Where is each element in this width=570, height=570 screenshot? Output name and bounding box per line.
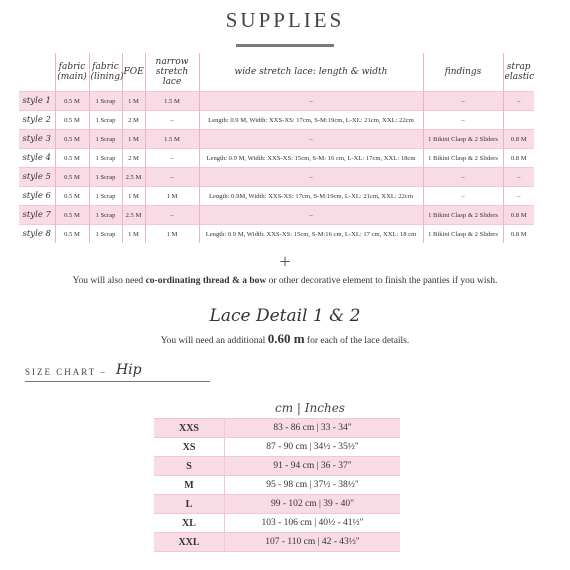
foe-cell: 2 M — [122, 149, 145, 168]
supplies-header-row — [19, 53, 534, 92]
plus-sign: + — [279, 251, 291, 273]
strap-elastic-cell: 0.8 M — [503, 225, 534, 244]
style-name: style 3 — [19, 130, 55, 149]
strap-elastic-cell: 0.8 M — [503, 149, 534, 168]
table-row — [19, 187, 534, 206]
supplies-table — [19, 53, 534, 243]
hip-measurement: 91 - 94 cm | 36 - 37" — [225, 457, 401, 476]
strap-elastic-cell: 0.8 M — [503, 130, 534, 149]
narrow-lace-cell: 1.5 M — [145, 130, 199, 149]
narrow-lace-cell: 1.5 M — [145, 92, 199, 111]
table-row — [154, 533, 400, 552]
narrow-lace-cell: – — [145, 168, 199, 187]
fabric-lining-cell: 1 Scrap — [89, 168, 122, 187]
size-chart-label: SIZE CHART – — [25, 367, 107, 377]
style-name: style 6 — [22, 191, 51, 201]
lace-note-before: You will need an additional — [160, 336, 268, 346]
foe-cell: 2.5 M — [122, 206, 145, 225]
findings-cell: – — [423, 187, 503, 206]
title-underline — [236, 44, 334, 47]
size-label: XL — [154, 514, 225, 533]
fabric-lining-cell: 1 Scrap — [89, 92, 122, 111]
wide-lace-cell: – — [199, 168, 423, 187]
wide-lace-cell: – — [199, 92, 423, 111]
header-style — [19, 53, 55, 92]
fabric-main-cell: 0.5 M — [55, 92, 89, 111]
wide-lace-cell: Length: 0.9 M, Width: XXS-XS: 17cm, S-M:19cm, L-XL: 21cm, XXL: 22cm — [199, 111, 423, 130]
size-chart-hip-label: Hip — [116, 362, 142, 378]
hip-measurement: 95 - 98 cm | 37½ - 38½" — [225, 476, 401, 495]
wide-lace-cell: Length: 0.9 M, Width: XXS-XS: 15cm, S-M: 16 cm, L-XL: 17cm, XXL: 18cm — [199, 149, 423, 168]
findings-cell: 1 Bikini Clasp & 2 Sliders — [423, 225, 503, 244]
size-label: XXL — [154, 533, 225, 552]
strap-elastic-cell — [503, 111, 534, 130]
table-row — [154, 438, 400, 457]
findings-cell: 1 Bikini Clasp & 2 Sliders — [423, 149, 503, 168]
style-name: style 1 — [19, 92, 55, 111]
header-wide-lace: wide stretch lace: length & width — [199, 53, 423, 92]
table-row — [19, 92, 534, 111]
hip-measurement: 83 - 86 cm | 33 - 34" — [225, 419, 401, 438]
size-label: M — [154, 476, 225, 495]
hip-measurement: 87 - 90 cm | 34½ - 35½" — [225, 438, 401, 457]
wide-lace-cell: Length: 0.9 M, Width: XXS-XS: 15cm, S-M:16 cm, L-XL: 17 cm, XXL: 18 cm — [199, 225, 423, 244]
fabric-lining-cell: 1 Scrap — [89, 206, 122, 225]
foe-cell: 1 M — [122, 92, 145, 111]
wide-lace-cell: – — [199, 130, 423, 149]
page-title: SUPPLIES — [225, 8, 345, 32]
findings-cell: – — [423, 168, 503, 187]
table-row — [19, 149, 534, 168]
header-narrow-lace: narrow stretch lace — [145, 53, 199, 92]
strap-elastic-cell: 0.8 M — [503, 206, 534, 225]
fabric-main-cell: 0.5 M — [55, 149, 89, 168]
lace-note-amount: 0.60 m — [267, 331, 305, 346]
strap-elastic-cell: – — [503, 92, 534, 111]
foe-cell: 2 M — [122, 111, 145, 130]
narrow-lace-cell: – — [145, 111, 199, 130]
header-findings: findings — [423, 53, 503, 92]
size-label: XXS — [154, 419, 225, 438]
note-text-after: or other decorative element to finish the panties if you wish. — [266, 276, 498, 286]
hip-measurement: 107 - 110 cm | 42 - 43½" — [225, 533, 401, 552]
style-name: style 2 — [22, 115, 51, 125]
fabric-main-cell: 0.5 M — [55, 206, 89, 225]
wide-lace-cell: – — [199, 206, 423, 225]
narrow-lace-cell: – — [145, 149, 199, 168]
header-foe: FOE — [122, 53, 145, 92]
findings-cell: 1 Bikini Clasp & 2 Sliders — [423, 130, 503, 149]
header-fabric-main: fabric (main) — [55, 53, 89, 92]
strap-elastic-cell: – — [503, 187, 534, 206]
findings-cell: – — [423, 92, 503, 111]
header-strap-elastic: strap elastic — [503, 53, 534, 92]
table-row — [19, 206, 534, 225]
lace-detail-note — [0, 331, 570, 347]
table-row — [19, 130, 534, 149]
findings-cell: 1 Bikini Clasp & 2 Sliders — [423, 206, 503, 225]
narrow-lace-cell: 1 M — [145, 187, 199, 206]
style-name: style 5 — [19, 168, 55, 187]
style-name: style 7 — [19, 206, 55, 225]
hip-measurement: 99 - 102 cm | 39 - 40" — [225, 495, 401, 514]
note-text-before: You will also need — [72, 276, 146, 286]
findings-cell: – — [423, 111, 503, 130]
table-row — [154, 514, 400, 533]
fabric-main-cell: 0.5 M — [55, 130, 89, 149]
extra-supplies-note — [0, 276, 570, 286]
fabric-main-cell: 0.5 M — [55, 111, 89, 130]
lace-detail-title: Lace Detail 1 & 2 — [209, 306, 361, 326]
strap-elastic-cell: – — [503, 168, 534, 187]
foe-cell: 1 M — [122, 187, 145, 206]
fabric-lining-cell: 1 Scrap — [89, 225, 122, 244]
table-row — [19, 168, 534, 187]
size-label: S — [154, 457, 225, 476]
foe-cell: 2.5 M — [122, 168, 145, 187]
size-label: L — [154, 495, 225, 514]
fabric-lining-cell: 1 Scrap — [89, 111, 122, 130]
style-name: style 4 — [22, 153, 51, 163]
table-row — [19, 225, 534, 244]
table-row — [19, 111, 534, 130]
hip-measurement: 103 - 106 cm | 40½ - 41½" — [225, 514, 401, 533]
table-row — [154, 419, 400, 438]
narrow-lace-cell: 1 M — [145, 225, 199, 244]
fabric-lining-cell: 1 Scrap — [89, 187, 122, 206]
note-text-bold: co-ordinating thread & a bow — [145, 276, 267, 286]
style-name: style 8 — [22, 229, 51, 239]
fabric-main-cell: 0.5 M — [55, 187, 89, 206]
lace-note-after: for each of the lace details. — [304, 336, 410, 346]
table-row — [154, 476, 400, 495]
fabric-main-cell: 0.5 M — [55, 225, 89, 244]
fabric-lining-cell: 1 Scrap — [89, 130, 122, 149]
wide-lace-cell: Length: 0.9M, Width: XXS-XS: 17cm, S-M:19cm, L-XL: 21cm, XXL: 22cm — [199, 187, 423, 206]
header-fabric-lining: fabric (lining) — [89, 53, 122, 92]
size-chart-units: cm | Inches — [275, 401, 345, 415]
fabric-lining-cell: 1 Scrap — [89, 149, 122, 168]
fabric-main-cell: 0.5 M — [55, 168, 89, 187]
table-row — [154, 457, 400, 476]
foe-cell: 1 M — [122, 225, 145, 244]
size-chart-underline — [25, 381, 210, 382]
size-chart-table — [154, 418, 400, 552]
narrow-lace-cell: – — [145, 206, 199, 225]
foe-cell: 1 M — [122, 130, 145, 149]
size-label: XS — [154, 438, 225, 457]
table-row — [154, 495, 400, 514]
